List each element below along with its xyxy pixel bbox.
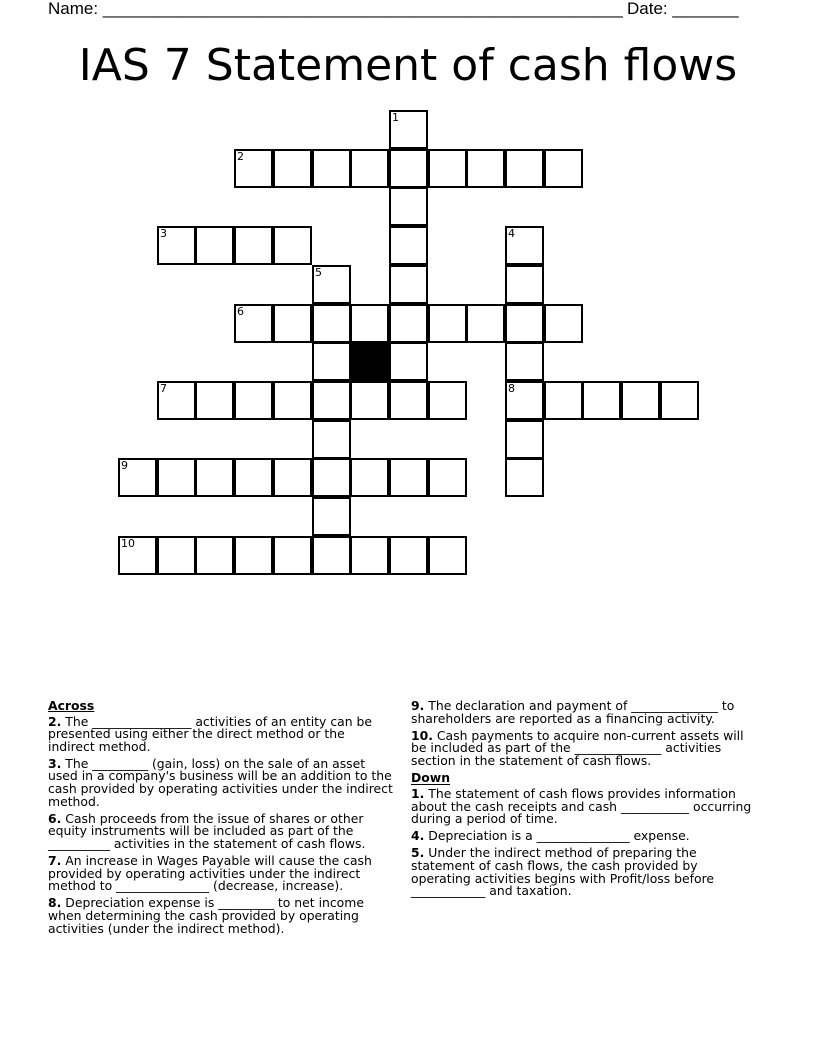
- grid-cell[interactable]: [195, 458, 234, 497]
- grid-cell[interactable]: [389, 342, 428, 381]
- grid-cell[interactable]: [505, 265, 544, 304]
- grid-cell[interactable]: [389, 187, 428, 226]
- grid-cell[interactable]: [505, 458, 544, 497]
- grid-cell[interactable]: [312, 149, 351, 188]
- across-heading: Across: [48, 698, 95, 713]
- clue-down-5: [411, 847, 756, 897]
- grid-cell[interactable]: [389, 265, 428, 304]
- grid-cell[interactable]: [157, 381, 196, 420]
- clue-across-6: [48, 810, 394, 851]
- grid-cell[interactable]: [273, 226, 312, 265]
- grid-cell[interactable]: [350, 458, 389, 497]
- cell-number: 3: [160, 227, 167, 240]
- clue-number: 10.: [411, 727, 433, 743]
- grid-cell[interactable]: [505, 149, 544, 188]
- clue-number: 2.: [48, 713, 62, 729]
- grid-cell[interactable]: [544, 304, 583, 343]
- clue-text: Depreciation expense is _________ to net income when determining the cash provided by operating activities (under the indirect method).: [48, 895, 364, 936]
- grid-cell[interactable]: [505, 420, 544, 459]
- clue-text: Cash proceeds from the issue of shares or other equity instruments will be included as part of the __________ activities in the statement of cash flows.: [48, 810, 366, 851]
- clue-text: Depreciation is a _______________ expense.: [428, 828, 690, 844]
- clue-number: 9.: [411, 698, 425, 713]
- grid-cell[interactable]: [312, 536, 351, 575]
- clue-number: 3.: [48, 755, 62, 771]
- clue-across-10: [411, 727, 756, 768]
- cell-number: 5: [315, 266, 322, 279]
- clue-text: The declaration and payment of ______________ to shareholders are reported as a financing activity.: [411, 698, 735, 726]
- clue-number: 7.: [48, 853, 62, 869]
- cell-number: 4: [508, 227, 515, 240]
- clue-number: 6.: [48, 810, 62, 826]
- grid-cell[interactable]: [273, 304, 312, 343]
- grid-cell[interactable]: [428, 304, 467, 343]
- clues-left-column: [48, 700, 394, 940]
- grid-cell[interactable]: [466, 149, 505, 188]
- grid-cell[interactable]: [312, 304, 351, 343]
- grid-cell[interactable]: [544, 149, 583, 188]
- clue-number: 5.: [411, 845, 425, 861]
- clue-text: The _________ (gain, loss) on the sale of an asset used in a company's business will be an addition to the cash provided by operating activities under the indirect method.: [48, 755, 393, 809]
- grid-cell[interactable]: [273, 381, 312, 420]
- grid-cell[interactable]: [312, 458, 351, 497]
- grid-cell[interactable]: [389, 381, 428, 420]
- clue-number: 1.: [411, 785, 425, 801]
- name-field[interactable]: Name: _______________________________________________________: [48, 0, 623, 18]
- cell-number: 1: [392, 111, 399, 124]
- grid-cell[interactable]: [312, 420, 351, 459]
- grid-cell[interactable]: [312, 381, 351, 420]
- clue-number: 4.: [411, 828, 425, 844]
- clues-right-column: [411, 700, 756, 902]
- grid-cell[interactable]: [621, 381, 660, 420]
- grid-cell[interactable]: [312, 497, 351, 536]
- grid-cell[interactable]: [428, 381, 467, 420]
- cell-number: 6: [237, 305, 244, 318]
- grid-cell[interactable]: [350, 304, 389, 343]
- grid-cell[interactable]: [660, 381, 699, 420]
- grid-cell[interactable]: [428, 536, 467, 575]
- grid-cell[interactable]: [234, 226, 273, 265]
- clue-across-3: [48, 755, 394, 809]
- grid-cell[interactable]: [195, 381, 234, 420]
- cell-number: 2: [237, 150, 244, 163]
- grid-cell[interactable]: [389, 110, 428, 149]
- down-heading: Down: [411, 769, 451, 785]
- clue-text: An increase in Wages Payable will cause the cash provided by operating activities under the indirect method to _______________ (decrease, increase).: [48, 853, 372, 894]
- grid-cell[interactable]: [544, 381, 583, 420]
- grid-cell[interactable]: [312, 265, 351, 304]
- grid-cell[interactable]: [389, 458, 428, 497]
- grid-cell[interactable]: [582, 381, 621, 420]
- clue-down-1: [411, 785, 756, 827]
- grid-cell[interactable]: [273, 458, 312, 497]
- grid-cell[interactable]: [350, 149, 389, 188]
- blocked-cell: [350, 342, 389, 381]
- grid-cell[interactable]: [505, 342, 544, 381]
- grid-cell[interactable]: [466, 304, 505, 343]
- grid-cell[interactable]: [505, 381, 544, 420]
- grid-cell[interactable]: [350, 381, 389, 420]
- grid-cell[interactable]: [312, 342, 351, 381]
- grid-cell[interactable]: [118, 458, 157, 497]
- grid-cell[interactable]: [389, 149, 428, 188]
- clue-across-8: [48, 897, 394, 935]
- grid-cell[interactable]: [273, 536, 312, 575]
- grid-cell[interactable]: [389, 226, 428, 265]
- grid-cell[interactable]: [118, 536, 157, 575]
- date-field[interactable]: Date: _______: [627, 0, 739, 18]
- grid-cell[interactable]: [505, 226, 544, 265]
- cell-number: 9: [121, 459, 128, 472]
- grid-cell[interactable]: [234, 536, 273, 575]
- grid-cell[interactable]: [234, 458, 273, 497]
- grid-cell[interactable]: [273, 149, 312, 188]
- clue-down-4: [411, 830, 756, 843]
- cell-number: 7: [160, 382, 167, 395]
- grid-cell[interactable]: [157, 536, 196, 575]
- page-title: IAS 7 Statement of cash flows: [78, 40, 738, 91]
- grid-cell[interactable]: [157, 458, 196, 497]
- grid-cell[interactable]: [157, 226, 196, 265]
- clue-text: The statement of cash flows provides information about the cash receipts and cash ___________ occurring during a period of time.: [411, 785, 752, 827]
- clue-across-9: [411, 700, 756, 725]
- grid-cell[interactable]: [234, 149, 273, 188]
- grid-cell[interactable]: [428, 458, 467, 497]
- grid-cell[interactable]: [389, 304, 428, 343]
- cell-number: 8: [508, 382, 515, 395]
- cell-number: 10: [121, 537, 135, 550]
- clue-text: The ________________ activities of an entity can be presented using either the direct method or the indirect method.: [48, 713, 373, 754]
- clue-text: Cash payments to acquire non-current assets will be included as part of the ______________ activities section in the statement of cash flows.: [411, 727, 744, 768]
- clue-text: Under the indirect method of preparing the statement of cash flows, the cash provided by operating activities begins with Profit/loss before ____________ and taxation.: [411, 845, 715, 899]
- grid-cell[interactable]: [389, 536, 428, 575]
- grid-cell[interactable]: [234, 304, 273, 343]
- grid-cell[interactable]: [195, 226, 234, 265]
- grid-cell[interactable]: [350, 536, 389, 575]
- clue-number: 8.: [48, 895, 62, 911]
- grid-cell[interactable]: [505, 304, 544, 343]
- grid-cell[interactable]: [234, 381, 273, 420]
- grid-cell[interactable]: [195, 536, 234, 575]
- grid-cell[interactable]: [428, 149, 467, 188]
- clue-across-7: [48, 855, 394, 893]
- clue-across-2: [48, 713, 394, 754]
